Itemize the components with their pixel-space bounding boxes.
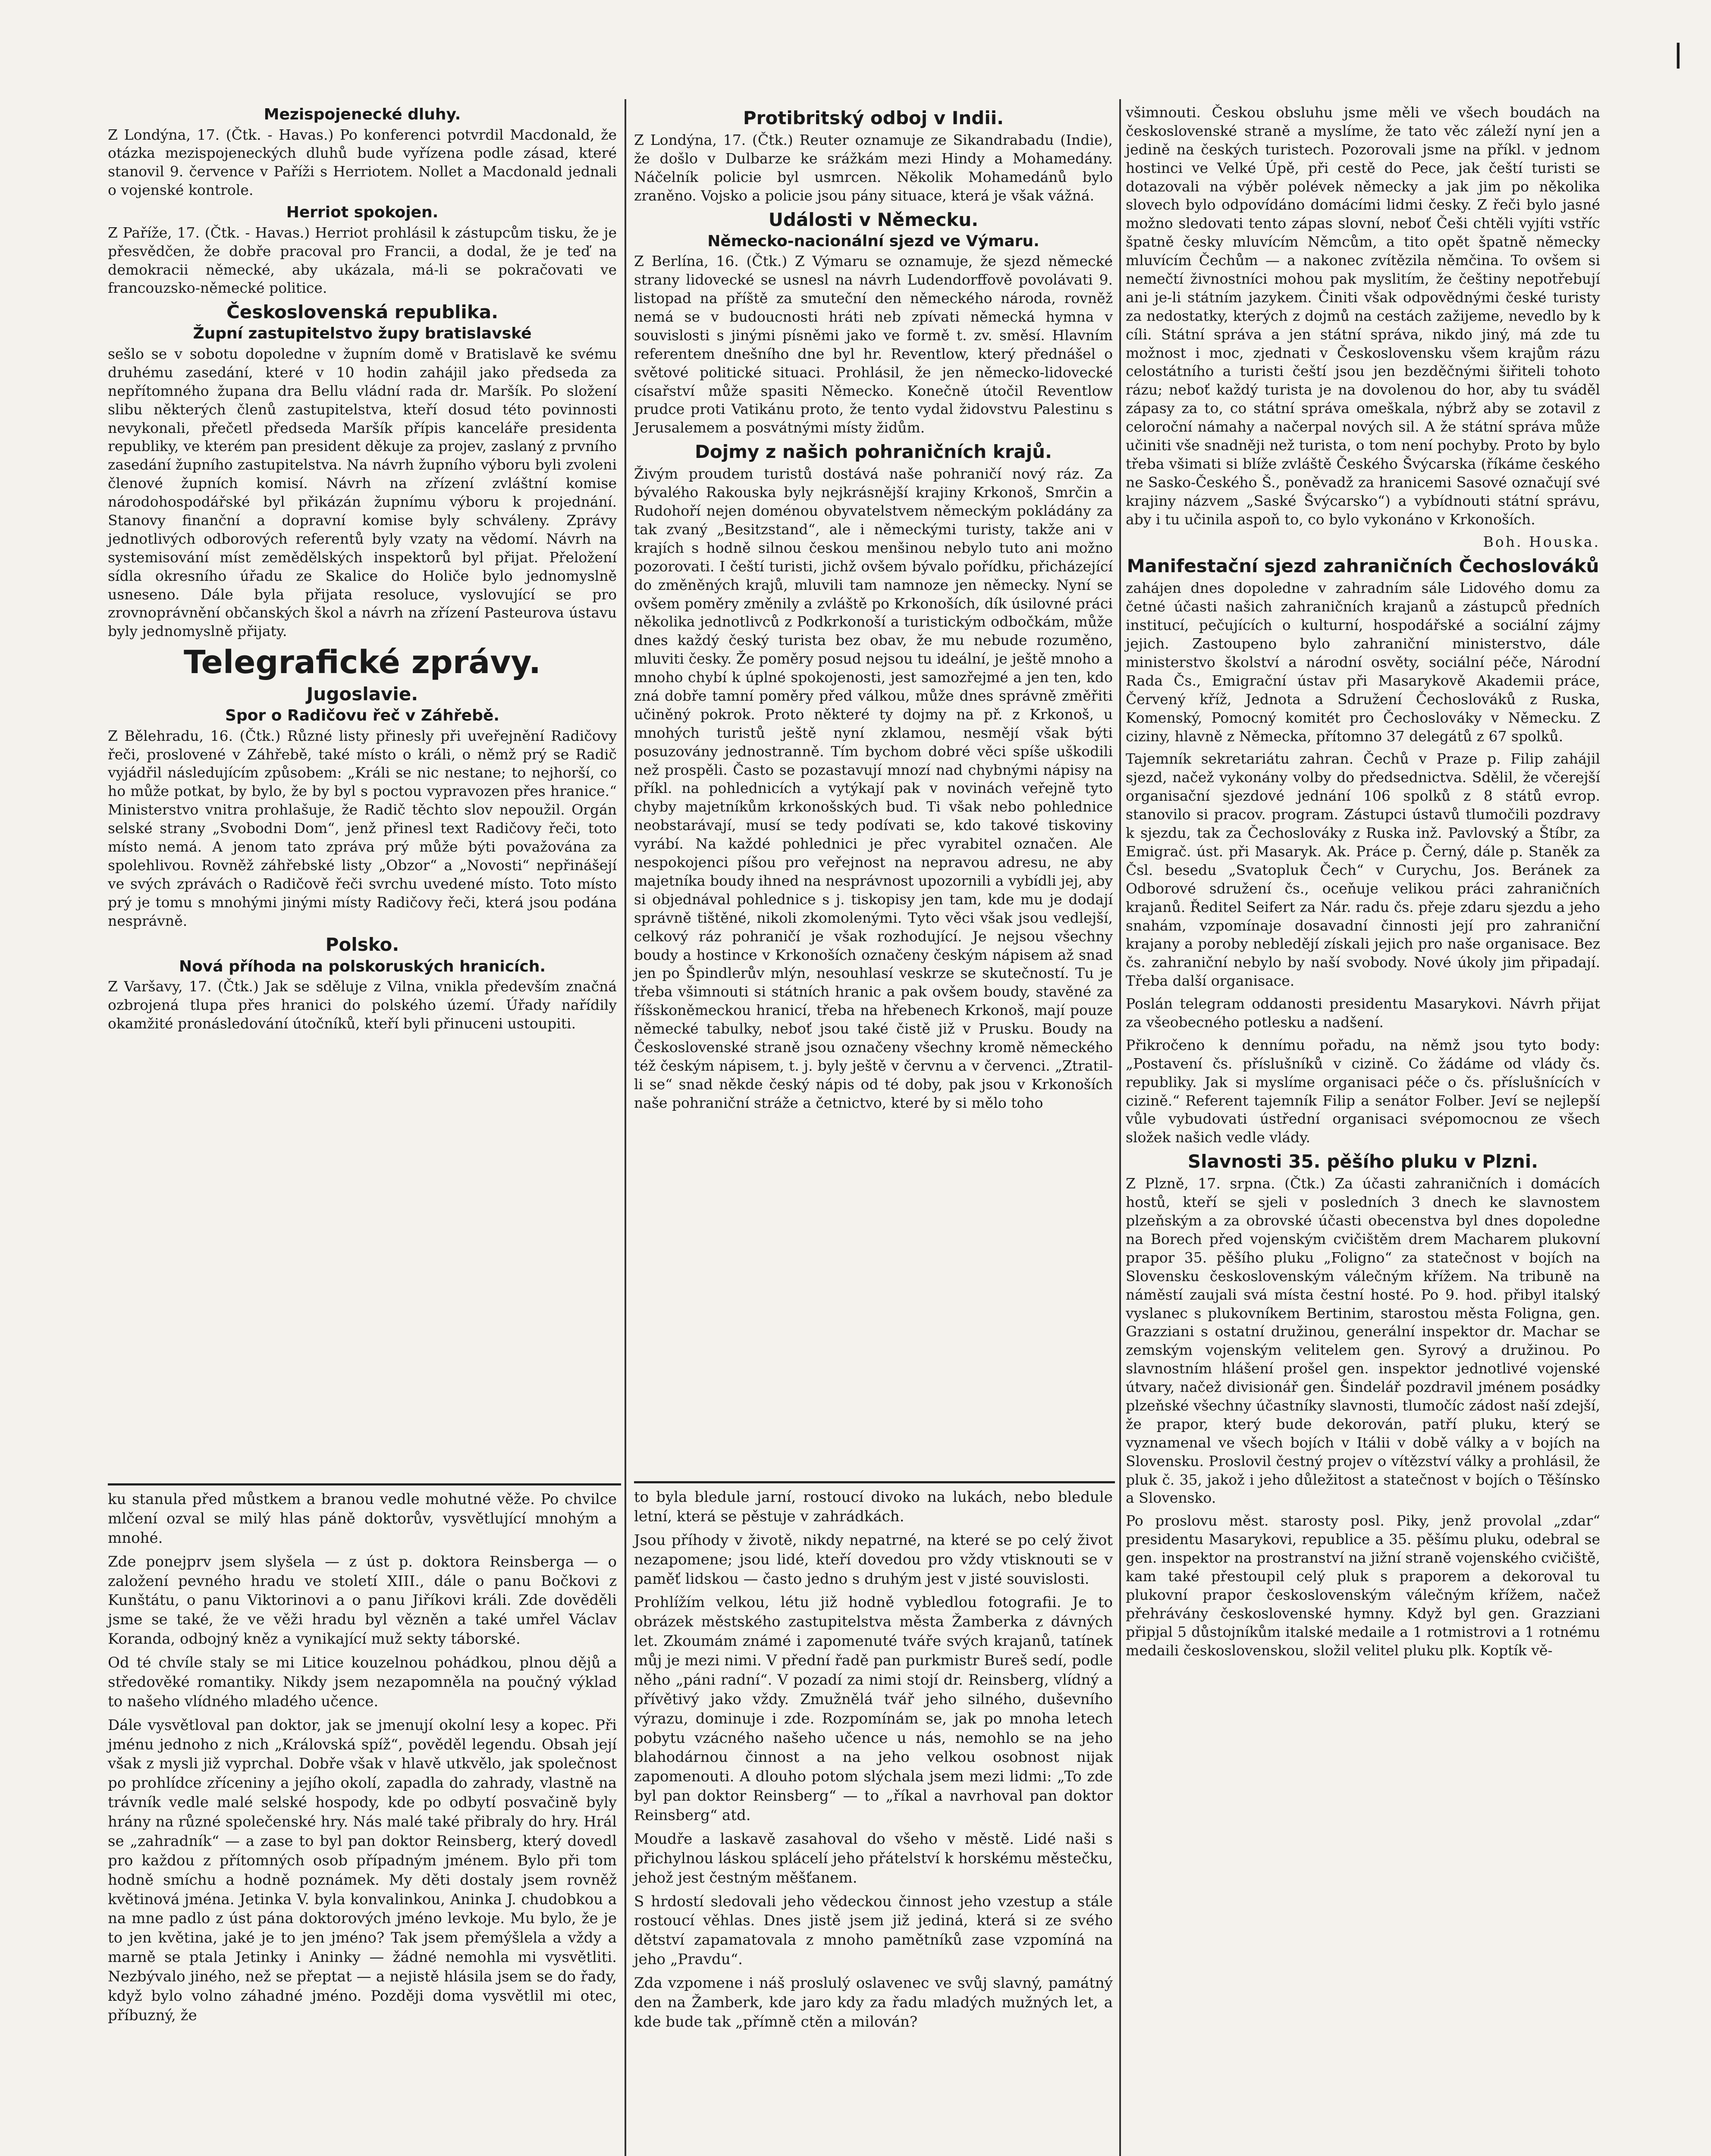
- article-border: Z Varšavy, 17. (Čtk.) Jak se sděluje z Vilna, vnikla především značná ozbrojená tlupa přes hranici do polského území. Úřady nařídily okamžité pronásledování útočníků, kteří byli přinuceni ustoupiti.: [108, 978, 617, 1032]
- article-plzen-1: Z Plzně, 17. srpna. (Čtk.) Za účasti zahraničních i domácích hostů, kteří se sjeli v posledních 3 dnech ke slavnostem plzeňským a za obrovské účasti obecenstva byl dnes dopoledne na Borech před vojenským cvičištěm drem Macharem plukovní prapor 35. pěšího pluku „Foligno“ za statečnost v bojích na Slovensku československým válečným křížem. Na tribuně na náměstí zaujali svá místa čestní hosté. Po 9. hod. přibyl italský vyslanec s plukovníkem Bertinim, starostou města Foligna, gen. Grazziani s ostatní družinou, generální inspektor dr. Machar se zemským vojenským velitelem gen. Syrový a družinou. Po slavnostním hlášení prošel gen. inspektor jednotlivé vojenské útvary, načež divisionář gen. Šindelář pozdravil jménem posádky plzeňské všechny účastníky slavnosti, tlumočíc zádost naší zdejší, že prapor, který bude dekorován, patří pluku, který se vyznamenal ve všech bojích v Itálii v době války a v bojích na Slovensku. Proslovil čestný projev o vítězství války a prohlásil, že pluk č. 35, jakož i jeho důležitost a statečnost v bojích o Těšínsko a Slovensko.: [1126, 1175, 1600, 1507]
- feuilleton-para-1: ku stanula před můstkem a branou vedle mohutné věže. Po chvilce mlčení ozval se milý hlas páně doktorův, vysvětlující mnohým a mnohé.: [108, 1491, 617, 1547]
- stray-mark: |: [1673, 39, 1683, 69]
- article-plzen-2: Po proslovu měst. starosty posl. Piky, jenž provolal „zdar“ presidentu Masarykovi, republice a 35. pěšímu pluku, odebral se gen. inspektor na prostranství na jižní straně vojenského cvičiště, kam také přestoupil celý pluk s praporem a dekoroval tu plukovní prapor československým válečným křížem, načež přehrávány československé hymny. Když byl gen. Grazziani připjal 5 důstojníkům italské medaile a 1 rotmistrovi a 1 rotnému medaili československou, složil velitel pluku plk. Koptík vě-: [1126, 1512, 1600, 1659]
- column-3: [1126, 103, 1600, 1659]
- column-rule-2: [1119, 99, 1121, 2156]
- feuilleton-para-8: Moudře a laskavě zasahoval do všeho v městě. Lidé naši s přichylnou láskou splácelí jeho přátelství k horskému městečku, jehož jest čestným měšťanem.: [634, 1830, 1113, 1887]
- article-manifest-1: zahájen dnes dopoledne v zahradním sále Lidového domu za četné účasti našich zahraničních krajanů a zástupců předních institucí, pečujících o kulturní, hospodářské a sociální zájmy jejich. Zastoupeno bylo zahraniční ministerstvo, dále ministerstvo školství a národní osvěty, sociální péče, Národní Rada Čs., Emigrační ústav při Masarykově Akademii práce, Červený kříž, Jednota a Sdružení Čechoslováků z Ruska, Komenský, Pomocný komitét pro Čechoslováky v Německu. Z ciziny, hlavně z Německa, přítomno 37 delegátů z 67 spolků.: [1126, 580, 1600, 745]
- column-3-lower: [1126, 1483, 1600, 2156]
- headline-india: Protibritský odboj v Indii.: [743, 107, 1004, 128]
- article-manifest-2: Tajemník sekretariátu zahran. Čechů v Praze p. Filip zahájil sjezd, načež vykonány volby do předsednictva. Sdělil, že včerejší organisační sjezdové jednání 106 spolků z 8 států evrop. stanovilo si pracov. program. Zástupci ústavů tlumočili pozdravy k sjezdu, tak za Čechoslováky z Ruska inž. Pavlovský a Štíbr, za Emigrač. úst. při Masaryk. Ak. Práce p. Černý, dále p. Staněk za Čsl. besedu „Svatopluk Čech“ v Curychu, Jos. Beránek za Odborové sdružení čs., oceňuje velikou práci zahraničních krajanů. Ředitel Seifert za Nár. radu čs. přeje zdaru sjezdu a jeho snahám, vzpomínaje dosavadní činnosti její pro zahraniční krajany a poroby nebledějí získali jejich pro naše organisace. Bez čs. zahraniční nebylo by naší svobody. Nové úkoly jim připadají. Třeba další organisace.: [1126, 750, 1600, 990]
- article-india: Z Londýna, 17. (Čtk.) Reuter oznamuje ze Sikandrabadu (Indie), že došlo v Dulbarze ke srážkám mezi Hindy a Mohamedány. Náčelník policie byl usmrcen. Několik Mohamedánů bylo zraněno. Vojsko a policie jsou pány situace, která je však vážná.: [634, 132, 1113, 204]
- column-2: [634, 103, 1113, 1453]
- feuilleton-para-10: Zda vzpomene i náš proslulý oslavenec ve svůj slavný, památný den na Žamberk, kde jaro kdy za řadu mladých mužných let, a kde bude tak „přímně ctěn a milován?: [634, 1974, 1113, 2031]
- article-herriot: Z Paříže, 17. (Čtk. - Havas.) Herriot prohlásil k zástupcům tisku, že je přesvědčen, že dobře pracoval pro Francii, a dodal, že je teď na demokracii německé, aby ukázala, má-li se pokračovati ve francouzsko-německé politice.: [108, 224, 617, 297]
- column-rule-1: [625, 99, 626, 2156]
- headline-impressions: Dojmy z našich pohraničních krajů.: [694, 441, 1052, 463]
- subhead-radic: Spor o Radičovu řeč v Záhřebě.: [225, 707, 499, 725]
- article-radic: Z Bělehradu, 16. (Čtk.) Různé listy přinesly při uveřejnění Radičovy řeči, proslovené v Záhřebě, také místo o králi, o němž prý se Radič vyjádřil následujícím způsobem: „Králi se nic nestane; to nejhorší, co ho může potkat, by bylo, že by byl s poctou vypravozen přes hranice.“ Ministerstvo vnitra prohlašuje, že Radič těchto slov nepoužil. Orgán selské strany „Svobodni Dom“, jenž přinesl text Radičovy řeči, toto místo nemá. A jenom tato zpráva prý může býti považována za spolehlivou. Rovněž záhřebské listy „Obzor“ a „Novosti“ nepřinášejí ve svých zprávách o Radičově řeči svrchu uvedené místo. Toto místo prý je tomu s mnohými jinými místy Radičovy řeči, která jsou podána nesprávně.: [108, 727, 617, 929]
- feuilleton-column-1: [108, 1490, 617, 2156]
- article-weimar: Z Berlína, 16. (Čtk.) Z Výmaru se oznamuje, že sjezd německé strany lidovecké se usnesl na návrh Ludendorffově povolávati 9. listopad na příště za smuteční den německého národa, rovněž nemá se v budoucnosti hráti neb zpívati německá hymna v souvislosti s jinými písněmi jako ve formě t. zv. směsí. Hlavním referentem dnešního dne byl hr. Reventlow, který přednášel o světové politické situaci. Prohlásil, že jen německo-lidovecké císařství může spasiti Německo. Konečně útočil Reventlow prudce proti Vatikánu proto, že tento vydal židovstvu Palestinu s Jerusalemem a posvátnými místy židům.: [634, 253, 1113, 436]
- feuilleton-para-9: S hrdostí sledovali jeho vědeckou činnost jeho vzestup a stále rostoucí věhlas. Dnes jistě jsem již jediná, která si ze svého dětství zapamatovala z mnoho pamětníků zase vzpomíná na jeho „Pravdu“.: [634, 1893, 1113, 1968]
- headline-csr: Československá republika.: [226, 301, 499, 323]
- headline-herriot: Herriot spokojen.: [286, 204, 439, 222]
- headline-germany: Události v Německu.: [768, 209, 979, 230]
- feuilleton-para-4: Dále vysvětloval pan doktor, jak se jmenují okolní lesy a kopec. Při jménu jednoho z nich „Královská spíž“, pověděl legendu. Obsah její však z mysli již vyprchal. Dobře však v hlavě utkvělo, jak společnost po prohlídce zříceniny a jejího okolí, zapadla do zahrady, vlastně na trávník vedle malé selské hospody, kde po odbytí posvačině byly hrány na různé společenské hry. Nás malé také přibraly do hry. Hrál se „zahradník“ — a zase to byl pan doktor Reinsberg, který dovedl pro každou z přítomných osob případným jménem. Bylo při tom hodně smíchu a hodně poznámek. My děti dostaly jsem rovněž květinová jména. Jetinka V. byla konvalinkou, Aninka J. chudobkou a na mne padlo z úst pána doktorových jméno levkoje. Mu bylo, že je to jen květina, jaké je to jen jméno? Tak jsem přemýšlela a vždy a marně se ptala Jetinky i Aninky — žádné nemohla mi vysvětliti. Nezbývalo jiného, než se přeptat — a nejistě hlásila jsem se do řady, když bylo volno záhadné jméno. Později doma vysvětlil mi otec, příbuzný, že: [108, 1716, 617, 2024]
- article-impressions-continued: všimnouti. Českou obsluhu jsme měli ve všech boudách na československé straně a myslíme, že tato věc záleží nyní jen a jedině na českých turistech. Pozorovali jsme na příkl. v jednom hostinci ve Velké Úpě, při cestě do Pece, jak čeští turisti se dotazovali na výběr polévek německy a jak jim po několika slovech bylo odpovídáno domácími lidmi česky. Z řeči bylo jasné možno sledovati tento zápas slovní, neboť Češi chtěli vyjíti vstříc špatně česky mluvícím Němcům, a tito opět špatně německy mluvícím Čechům — a nakonec zvítězila němčina. To ovšem si nemečtí živnostníci mohou pak myslitím, že češtiny nepotřebují ani je-li státním jazykem. Činiti však odpovědnými české turisty za nedostatky, kterých z dojmů na cestách zažijeme, nevedlo by k cíli. Státní správa a jen státní správa, nikdo jiný, má zde tu možnost i moc, zjednati v Československu všem krajům rázu celostátního a turisti čeští jsou jen bezděčnými šiřiteli tohoto rázu; neboť každý turista je na dovolenou do hor, aby tu sváděl zápasy za to, co státní správa omeškala, nýbrž aby se zotavil z celoroční námahy a načerpal nových sil. A že státní správa může učiniti vše snadněji než turista, o tom není pochyby. Proto by bylo třeba všimati si blíže zvláště Českého Švýcarska (říkáme českého ne Sasko-Českého Š., poněvadž za hranicemi Sasové označují své krajiny názvem „Saské Švýcarsko“) a vybídnouti státní správu, aby i tu učinila aspoň to, co bylo vykonáno v Krkonoších.: [1126, 104, 1600, 528]
- article-debts: Z Londýna, 17. (Čtk. - Havas.) Po konferenci potvrdil Macdonald, že otázka mezispojeneckých dluhů bude vyřízena podle zásad, které stanovil 9. července v Paříži s Herriotem. Nollet a Macdonald jednali o vojenské kontrole.: [108, 126, 617, 199]
- article-manifest-3: Poslán telegram oddanosti presidentu Masarykovi. Návrh přijat za všeobecného potlesku a nadšení.: [1126, 995, 1600, 1031]
- headline-poland: Polsko.: [325, 934, 399, 956]
- subhead-bratislava: Župní zastupitelstvo župy bratislavské: [193, 325, 532, 343]
- feuilleton-rule-1: [108, 1483, 621, 1485]
- feuilleton-column-2: [634, 1488, 1113, 2156]
- column-1: [108, 103, 617, 1479]
- headline-debts: Mezispojenecké dluhy.: [264, 106, 461, 123]
- article-manifest-4: Přikročeno k dennímu pořadu, na němž jsou tyto body: „Postavení čs. příslušníků v cizině. Co žádáme od vlády čs. republiky. Jak si myslíme organisaci péče o čs. příslušnících v cizině.“ Referent tajemník Filip a senátor Folber. Jeví se nejlepší vůle vybudovati ústřední organisaci svépomocnou ze všech složek našich vedle vlády.: [1126, 1036, 1600, 1146]
- feuilleton-para-5: to byla bledule jarní, rostoucí divoko na lukách, nebo bledule letní, která se pěstuje v zahrádkách.: [634, 1489, 1113, 1525]
- feuilleton-rule-2: [634, 1481, 1115, 1483]
- feuilleton-para-7: Prohlížím velkou, létu již hodně vybledlou fotografii. Je to obrázek městského zastupitelstva města Žamberka z dávných let. Zkoumám známé i zapomenuté tváře svých krajanů, tatínek můj je mezi nimi. V přední řadě pan purkmistr Bureš sedí, podle něho „páni radní“. V pozadí za nimi stojí dr. Reinsberg, vlídný a přívětivý jako vždy. Zmužnělá tvář jeho silného, duševního výrazu, dominuje i zde. Rozpomínám se, jak po mnoha letech pobytu vzácného našeho učence u nás, nemohlo se na jeho blahodárnou činnost a na jeho velkou osobnost nijak zapomenouti. A dlouho potom slýchala jsem mezi lidmi: „To zde byl pan doktor Reinsberg“ — to „říkal a navrhoval pan doktor Reinsberg“ atd.: [634, 1594, 1113, 1824]
- feuilleton-para-3: Od té chvíle staly se mi Litice kouzelnou pohádkou, plnou dějů a středověké romantiky. Nikdy jsem nezapomněla na poučný výklad to našeho vlídného mladého učence.: [108, 1654, 617, 1710]
- subhead-border: Nová příhoda na polskoruských hranicích.: [179, 957, 546, 975]
- headline-jugoslavia: Jugoslavie.: [306, 683, 418, 705]
- headline-plzen: Slavnosti 35. pěšího pluku v Plzni.: [1187, 1151, 1538, 1172]
- feuilleton-para-6: Jsou příhody v životě, nikdy nepatrné, na které se po celý život nezapomene; jsou lidé, kteří dovedou pro vždy vtisknouti se v paměť lidskou — často jedno s druhým jest v jisté souvislosti.: [634, 1531, 1113, 1588]
- subhead-weimar: Německo-nacionální sjezd ve Výmaru.: [707, 232, 1039, 250]
- headline-telegraph: Telegrafické zprávy.: [184, 644, 541, 681]
- headline-manifest: Manifestační sjezd zahraničních Čechoslováků: [1127, 555, 1599, 577]
- article-bratislava: sešlo se v sobotu dopoledne v župním domě v Bratislavě ke svému druhému zasedání, které v 10 hodin zahájil jako předseda za nepřítomného župana dra Bellu vládní rada dr. Maršík. Po složení slibu některých členů zastupitelstva, kteří dosud této povinnosti nevykonali, přečetl předseda Maršík přípis kanceláře presidenta republiky, ve kterém pan president děkuje za projev, zaslaný z prvního zasedání župního zastupitelstva. Na návrh župního výboru byli zvoleni členové župních komisí. Návrh na zřízení zvláštní komise národohospodářské byl přikázán župnímu výboru k projednání. Stanovy finanční a dopravní komise byly schváleny. Zprávy jednotlivých odborových referentů byly vzaty na vědomí. Návrh na systemisování míst zemědělských inspektorů byl přijat. Přeložení sídla okresního úřadu ze Skalice do Holiče bylo jednomyslně usneseno. Dále byla přijata resoluce, vyslovující se pro zrovnoprávnění občanských škol a návrh na zřízení Pasteurova ústavu byly jednomyslně přijaty.: [108, 345, 617, 640]
- article-impressions: Živým proudem turistů dostává naše pohraničí nový ráz. Za bývalého Rakouska byly nejkrásnější krajiny Krkonoš, Smrčin a Rudohoří nejen doménou obyvatelstvem německým pokládány za tak zvaný „Besitzstand“, ale i německými turisty, takže ani v krajích s hodně silnou českou menšinou nebylo tuto ani možno pozorovati. I čeští turisti, jichž ovšem bývalo pořídku, přicházející do změněných krajů, mluvili tam namnoze jen německy. Nyní se ovšem poměry změnily a zvláště po Krkonoších, dík úsilovné práci několika jednotlivců z Podkrkonoší a turistickým odbočkám, může dnes každý český turista bez obav, že mu nebude rozuměno, mluviti česky. Že poměry posud nejsou tu ideální, je ještě mnoho a mnoho chybí k úplné spokojenosti, jest samozřejmé a jen ten, kdo zná dobře tamní poměry před válkou, může dnes správně změřiti učiněný pokrok. Proto některé ty dojmy na př. z Krkonoš, u mnohých turistů ještě nyní zklamou, nesmějí však býti posuzovány jednostranně. Tím bychom dobré věci spíše uškodili než prospěli. Často se pozastavují mnozí nad chybnými nápisy na příkl. na pohlednicích a vytýkají pak v novinách veřejně tyto chyby majetníkům krkonošských bud. Ti však nebo pohlednice neobstarávají, musí se tedy podívati se, kdo takové tiskoviny vyrábí. Na každé pohlednici je přec vyrabitel označen. Ale nespokojenci píšou pro veřejnost na nepravou adresu, ne aby majetníka boudy ihned na nesprávnost upozornili a vybídli jej, aby si objednával pohlednice s j. tiskopisy jen tam, kde mu je dodají správně tištěné, nikoli zkomolenými. Tyto věci však jsou vedlejší, celkový ráz pohraničí je však rozhodující. Je nejsou všechny boudy a hostince v Krkonoších označeny českým nápisem až snad jen po Špindlerův mlýn, nesouhlasí veskrze se skutečností. Tu je třeba všimnouti si státních hranic a pak ovšem boudy, stavěné za říšskoněmeckou hranicí, třeba na hřebenech Krkonoš, mají pouze německé tabulky, neboť jsou také čistě již v Prusku. Boudy na Československé straně jsou označeny všechny kromě německého též českým nápisem, t. j. byly ještě v červnu a v červenci. „Ztratil-li se“ snad někde český nápis od té doby, pak jsou v Krkonoších naše pohraniční stráže a četnictvo, které by si mělo toho: [634, 465, 1113, 1111]
- author-signature: Boh. Houska.: [1483, 533, 1600, 551]
- feuilleton-para-2: Zde ponejprv jsem slyšela — z úst p. doktora Reinsberga — o založení pevného hradu ve století XIII., dále o panu Bočkovi z Kunštátu, o panu Viktorinovi a o panu Jiříkovi králi. Zde dověděli jsme se také, že ve věži hradu byl vězněn a také umřel Václav Koranda, odbojný kněz a vynikající muž sekty táborské.: [108, 1553, 617, 1648]
